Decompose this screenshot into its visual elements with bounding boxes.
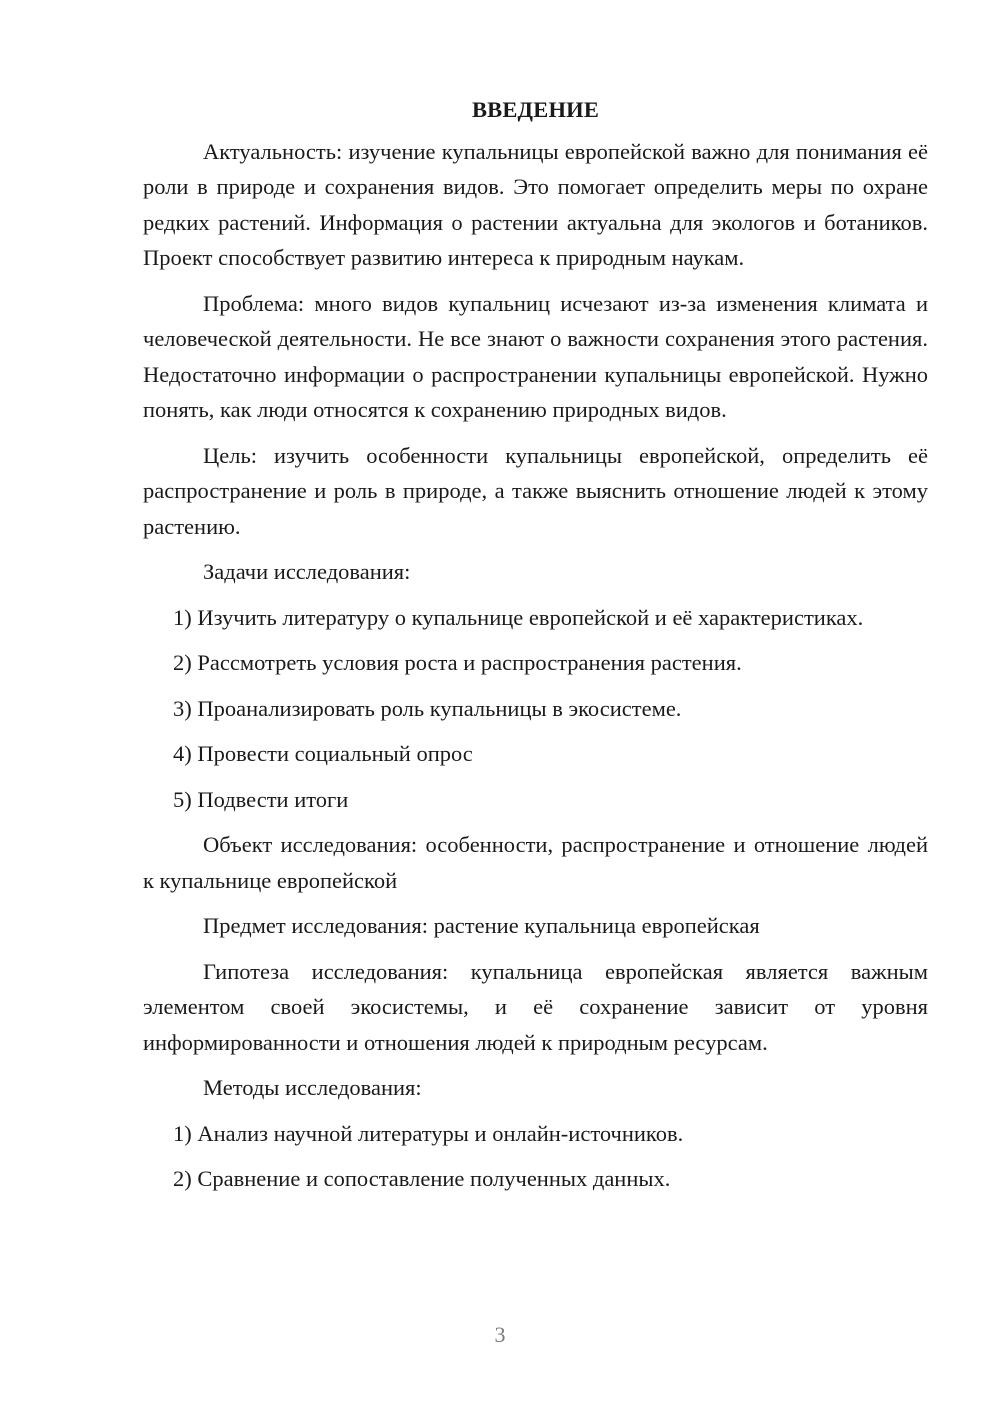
methods-title: Методы исследования: [203,1075,422,1100]
goal-paragraph: Цель: изучить особенности купальницы европейской, определить её распространение и роль в природе, а также выяснить отношение людей к этому растению. [143,442,928,539]
tasks-title: Задачи исследования: [203,559,411,584]
method-item-2: 2) Сравнение и сопоставление полученных данных. [173,1166,671,1191]
document-page [143,92,928,1207]
subject-paragraph: Предмет исследования: растение купальница европейская [203,913,760,938]
task-item-5: 5) Подвести итоги [173,786,349,812]
section-heading: ВВЕДЕНИЕ [471,97,600,122]
relevance-paragraph: Актуальность: изучение купальницы европейской важно для понимания её роли в природе и сохранения видов. Это помогает определить меры по охране редких растений. Информация о растении актуальна для экологов и ботаников. Проект способствует развитию интереса к природным наукам. [143,138,928,270]
method-item-1: 1) Анализ научной литературы и онлайн-источников. [173,1120,684,1146]
task-item-3: 3) Проанализировать роль купальницы в экосистеме. [173,695,682,721]
task-item-4: 4) Провести социальный опрос [173,741,473,766]
task-item-2: 2) Рассмотреть условия роста и распространения растения. [173,650,742,675]
hypothesis-paragraph: Гипотеза исследования: купальница европейская является важным элементом своей экосистемы, и её сохранение зависит от уровня информированности и отношения людей к природным ресурсам. [143,958,928,1055]
page-number: 3 [494,1322,506,1347]
task-item-1: 1) Изучить литературу о купальнице европейской и её характеристиках. [173,604,864,630]
object-paragraph: Объект исследования: особенности, распространение и отношение людей к купальнице европейской [143,832,928,893]
problem-paragraph: Проблема: много видов купальниц исчезают из-за изменения климата и человеческой деятельности. Не все знают о важности сохранения этого растения. Недостаточно информации о распространении купальницы европейской. Нужно понять, как люди относятся к сохранению природных видов. [143,290,928,422]
